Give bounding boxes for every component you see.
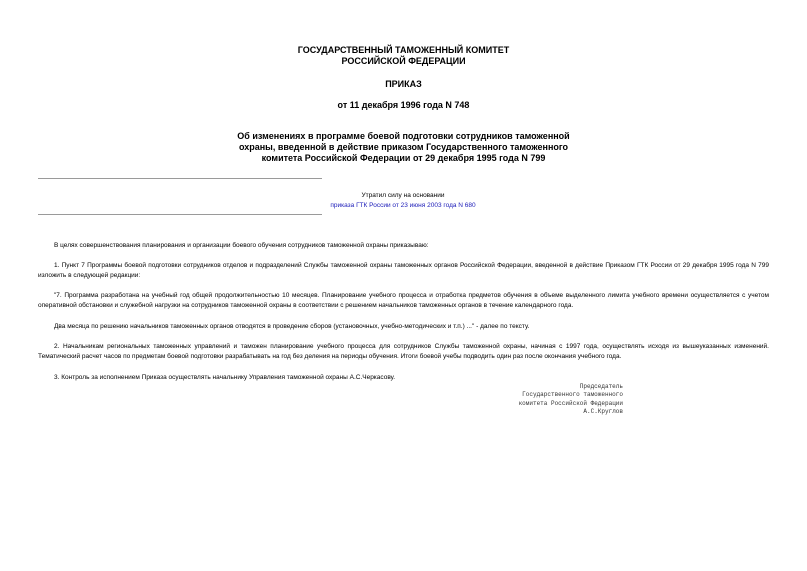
repeal-status: Утратил силу на основании: [361, 192, 445, 199]
divider-bottom: [38, 214, 322, 215]
repeal-link[interactable]: приказа ГТК России от 23 июня 2003 года N 680: [330, 202, 476, 209]
authority-line-2: РОССИЙСКОЙ ФЕДЕРАЦИИ: [341, 56, 466, 66]
document-title: [0, 131, 807, 164]
paragraph-quoted-item-7: "7. Программа разработана на учебный год общей продолжительностью 10 месяцев. Планирование учебного процесса и отработка предметов обучения в объеме выделенного лимита учебного времени осуществляется с учетом оперативной обстановки и служебной нагрузки на сотрудников таможенной охраны в соответствии с решением начальников таможенных органов в течение календарного года.: [38, 292, 769, 309]
document-date-number: от 11 декабря 1996 года N 748: [337, 100, 470, 110]
paragraph-preamble: В целях совершенствования планирования и организации боевого обучения сотрудников таможенной охраны приказываю:: [54, 242, 429, 249]
authority-line-1: ГОСУДАРСТВЕННЫЙ ТАМОЖЕННЫЙ КОМИТЕТ: [297, 45, 510, 55]
issuing-authority: [0, 45, 807, 67]
divider-top: [38, 178, 322, 179]
paragraph-item-3: 3. Контроль за исполнением Приказа осуществлять начальнику Управления таможенной охраны А.С.Черкасову.: [54, 374, 396, 381]
paragraph-quoted-continuation: Два месяца по решению начальников таможенных органов отводятся в проведение сборов (установочных, учебно-методических и т.п.) ..." - далее по тексту.: [54, 323, 530, 330]
paragraph-item-1: 1. Пункт 7 Программы боевой подготовки сотрудников отделов и подразделений Службы таможенной охраны таможенных органов Российской Федерации, введенной в действие Приказом ГТК России от 29 декабря 1995 года N 799 изложить в следующей редакции:: [38, 262, 769, 279]
title-line-2: охраны, введенной в действие приказом Государственного таможенного: [238, 142, 569, 152]
signature-block: [480, 383, 623, 416]
signature-organization-2: комитета Российской Федерации: [518, 399, 623, 407]
signature-organization-1: Государственного таможенного: [522, 391, 623, 399]
signature-name: А.С.Круглов: [583, 407, 623, 415]
title-line-3: комитета Российской Федерации от 29 декабря 1995 года N 799: [261, 153, 546, 163]
title-line-1: Об изменениях в программе боевой подготовки сотрудников таможенной: [237, 131, 570, 141]
document-type: ПРИКАЗ: [385, 79, 422, 89]
signature-position: Председатель: [579, 383, 623, 390]
paragraph-item-2: 2. Начальникам региональных таможенных управлений и таможен планирование учебного процесса для сотрудников Службы таможенной охраны, начиная с 1997 года, осуществлять исходя из вышеуказанных изменений. Тематический расчет часов по предметам боевой подготовки разрабатывать на год без деления на периоды обучения. Итоги боевой учебы подводить один раз после окончания учебного года.: [38, 343, 769, 360]
